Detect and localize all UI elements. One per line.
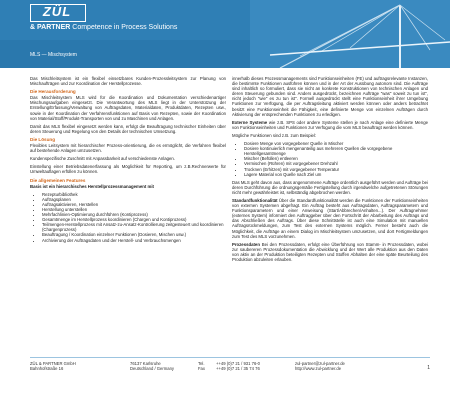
footer-fax-label: Fax bbox=[198, 366, 205, 372]
solution-paragraph-2: Kundenspezifische Zuschnitt mit Anpassbarkeit auf verschiedenste Anlagen. bbox=[30, 156, 175, 162]
process-data-paragraph bbox=[232, 242, 428, 262]
company-logo: ZÜL bbox=[42, 4, 72, 19]
abort-paragraph: Das MLS geht davon aus, dass angenommene Aufträge ordentlich ausgeführt werden und Aufträge bei deren Durchführung die ordnungsgemäße Fertigstellung durch irgendwelche aufgetretenen Störungen nicht mehr gewährleistet ist, selbständig abgebrochen werden. bbox=[232, 179, 428, 195]
function-item: • Mischer (Befüllen) entleeren bbox=[244, 156, 428, 161]
tagline-text: Competence in Process Solutions bbox=[72, 24, 178, 31]
feature-item: • Beauftragung / Koordination einzelner Funktionen (Dosieren, Mischen usw.) bbox=[42, 232, 226, 237]
footer-contact bbox=[295, 361, 345, 372]
right-column bbox=[232, 76, 428, 265]
footer-tel: ++49 (0)7 21 / 931 76-0 bbox=[216, 361, 261, 366]
challenge-paragraph: Das Mischleitsystem MLS wird für die Koordination und Dokumentation verschiedenartiger Mischungsaufgaben eingesetzt. Die Verantwortung des MLS liegt in der Unterstützung der Erstellung/Erfassung/Verwaltung von Auftragsdaten, Materialdaten, Produktdaten, Rezepten usw., sowie in der Koordination der Verfahrensfunktionen auf Basis von Rezepten, sowie der Koordination von Material/Stoff/Produkt-Transporten von und zu Maschinen und Anlagen. bbox=[30, 95, 226, 121]
tagline bbox=[30, 24, 177, 31]
heading-solution: Die Lösung bbox=[30, 136, 56, 142]
feature-item: • Rezepturbibliothek bbox=[42, 192, 226, 197]
feature-item: • Mehrfachlinien-Optimierung durchführen (Kontiprozess) bbox=[42, 212, 226, 217]
feature-item: • Gesamtmenge im Herstellprozess koordinieren (Chargen und Kontiprozess) bbox=[42, 217, 226, 222]
standard-functionality-lead: Standardfunktionalität bbox=[232, 197, 278, 203]
process-data-lead: Prozessdaten bbox=[232, 241, 260, 247]
footer-address bbox=[30, 361, 76, 372]
footer-phone-labels bbox=[198, 361, 205, 372]
footer-country: Deutschland / Germany bbox=[130, 366, 174, 372]
heading-features: Die allgemeinen Features bbox=[30, 177, 86, 183]
function-item: • Dosiere Menge von vorgegebener Quelle in Mischer bbox=[244, 141, 428, 146]
functions-list bbox=[232, 141, 428, 177]
process-data-text: Bei den Prozessdaten, erfolgt eine Überführung von Stamm- in Prozessdaten, wobei zur saubereren Prozessdokumentation die Abwicklung und der Wert alle Produktion aus den Daten von aktiv an der Produktion beteiligten Rezepten und Stoffen Abhalten der eine späte Beurteilung des Produktion abzuleiten erlauben. bbox=[232, 241, 428, 262]
standard-functionality-paragraph bbox=[232, 198, 428, 239]
features-lead: Basis ist ein hierarchisches Herstellprozessmanagement mit bbox=[30, 183, 154, 189]
features-list bbox=[30, 192, 226, 243]
footer bbox=[30, 357, 430, 372]
intro-paragraph: Das Mischleitsystem ist ein flexibel einsetzbares Kunden-Prozessleitsystem zur Planung von Mischaufträgen und zur Koordination der Herstellprozesse. bbox=[30, 76, 226, 87]
external-systems-text: wie z.B. SPS oder andere Systeme stellen je nach Anlage eine definierte Menge von Funktionseinheiten und Funktionen zur Verfügung die vom MLS beauftragt werden können. bbox=[232, 119, 428, 130]
standard-functionality-text: Über die Standardfunktionalität werden die Funktionen der Funktionseinheiten von externen Systemen abgefragt. Ein Auftrag besteht aus Auftragsdaten, Auftragsparametern und Funktionsparametern und einer Anweisung (Start/Abbrechen/Anhalten...). Der Auftragnehmer (externes System) informiert den Auftraggeber über den Fortschritt der Abarbeitung des Auftrags und das Abschließen des Auftrags. Über diese Schnittstelle ist auch eine Simulation mit manuellen Auftragsrückmeldungen, zum Test des externen Systems möglich. Ferner besteht auch die Möglichkeit, die Aufträge an einem Dialog im Mischleitsystem umzusetzen, und dort Fertigmeldungen zum Test des MLS vorzunehmen. bbox=[232, 197, 428, 239]
external-systems-lead: Externe Systeme bbox=[232, 119, 268, 125]
footer-website[interactable]: http://www.zul-partner.de bbox=[295, 366, 342, 372]
function-item: • Trocknen (Erhitzen) mit vorgegebener Temperatur bbox=[244, 167, 428, 172]
footer-city bbox=[130, 361, 174, 372]
footer-phone-numbers bbox=[216, 361, 260, 372]
header-banner bbox=[0, 0, 450, 68]
footer-street: Bahnhofstraße 16 bbox=[30, 366, 64, 372]
footer-fax: ++49 (0)7 21 / 35 74 76 bbox=[216, 366, 260, 372]
footer-postcode: 76137 Karlsruhe bbox=[130, 361, 161, 366]
function-item: • Lagere Material von Quelle nach Ziel um bbox=[244, 172, 428, 177]
feature-item: • Teilmengen-Herstellprozess mit Ansatz-zu-Ansatz-Kontrollierung zeitgesteuert und koordinieren (Chargenprozess) bbox=[42, 222, 226, 232]
left-column bbox=[30, 76, 226, 246]
footer-tel-label: Tel. bbox=[198, 361, 205, 366]
process-management-paragraph: innerhalb dieses Prozessmanagements sind Funktionseinheiten (FE) und auftragsrelevante Instanzen, die bestimmte Funktionen ausführen können und in der Art der Ausübung autonom sind. Die Aufträge sind inhaltlich so formuliert, dass sie nicht an konkrete Konstruktionen von technischen Anlagen und deren Steuerung gebunden sind. Anders ausgedrückt, bezeichnen Aufträge "was" soweit zu tun ist", nicht jedoch "wie" es zu tun ist". Formell ausgedrückt stellt eine Funktionseinheit ihrer Umgebung Funktionen zur Verfügung, die per Auftragsleitung aktiviert werden können oder anders betrachtet besitzt eine Funktionseinheit die Fähigkeit, eine definierte Menge von einzelnen Aufträgen durch Aktivierung der entsprechenden Funktionen zu erledigen. bbox=[232, 76, 428, 117]
function-item: • Vermischen (Rühren) mit vorgegebener Drehzahl bbox=[244, 161, 428, 166]
feature-item: • Auftragsplanen bbox=[42, 197, 226, 202]
footer-company: ZÜL & PARTNER GmbH bbox=[30, 361, 76, 366]
functions-intro: Mögliche Funktionen sind z.B. zum Beispiel: bbox=[232, 132, 317, 138]
function-item: • Dosiere kontinuierlich mengenanteilig aus mehreren Quellen die vorgegebene Herstellgesamtmenge bbox=[244, 146, 428, 156]
feature-item: • Herstellung unterstellen bbox=[42, 207, 226, 212]
bridge-image bbox=[250, 0, 450, 68]
page-number: 1 bbox=[427, 365, 430, 371]
heading-challenge: Die Herausforderung bbox=[30, 89, 76, 95]
flexibility-paragraph: Damit das MLS flexibel eingesetzt werden kann, erfolgt die Beauftragung technischer Einheiten über deren Steuerung und Regelung von den Details der technischen Umsetzung. bbox=[30, 123, 226, 134]
solution-paragraph-1: Flexibles Leitsystem mit hierarchischer Prozess-orientierung, die es ermöglicht, die Verfahren flexibel auf bestehende Anlagen umzusetzen. bbox=[30, 143, 226, 154]
external-systems-paragraph bbox=[232, 120, 428, 130]
tagline-company: & PARTNER bbox=[30, 24, 71, 31]
footer-email[interactable]: zul-partner@zul-partner.de bbox=[295, 361, 345, 366]
feature-item: • Auftragsaktivieren, Herstellen bbox=[42, 202, 226, 207]
feature-item: • Archivierung der Auftragsdaten und der Herstell- und Verbrauchsmengen bbox=[42, 238, 226, 243]
section-title: MLS — Mischsystem bbox=[30, 52, 77, 58]
solution-paragraph-3: Einstellung einer Betriebsdatenerfassung als Möglichkeit für Reporting, um z.B.Rechnerwerte für Umweltauflagen erfüllen zu können. bbox=[30, 164, 226, 175]
